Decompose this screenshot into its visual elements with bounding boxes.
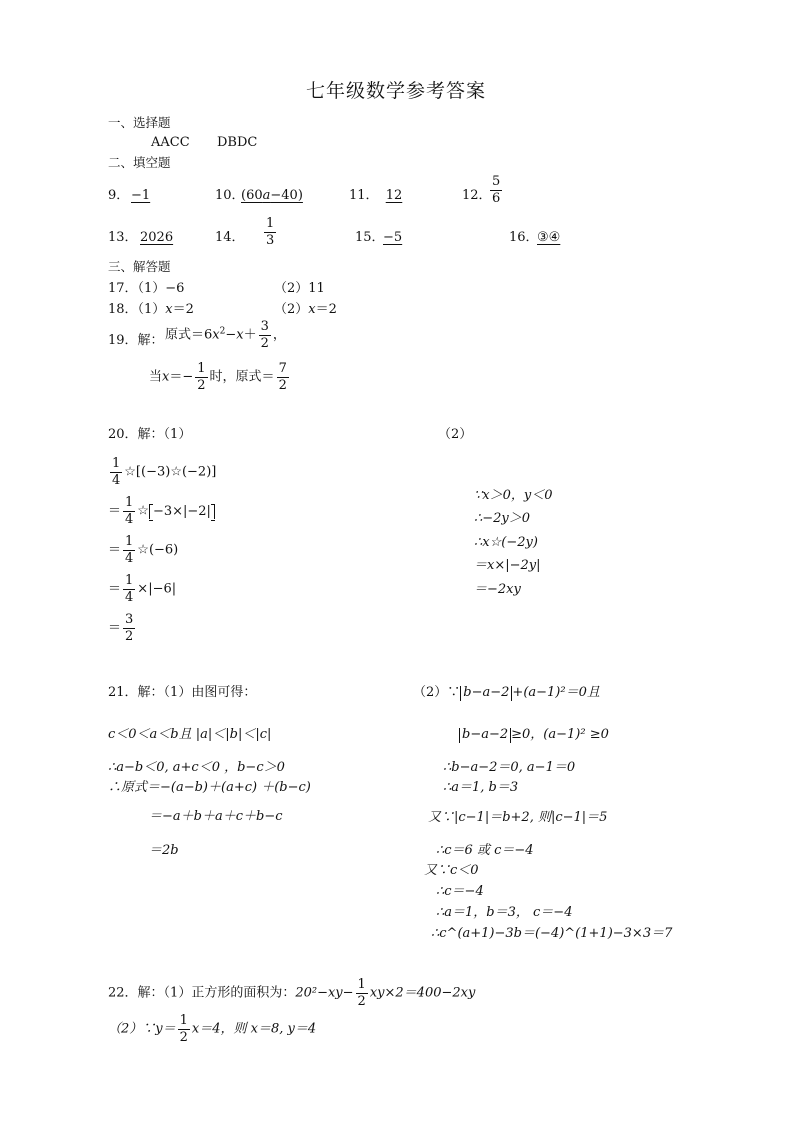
q20-step2: ＝ $\frac{1}{4}$ ☆ −3×|−2|	[108, 496, 215, 526]
q20-step1: $\frac{1}{4}$ ☆[(−3)☆(−2)]	[112, 456, 217, 488]
fraction: $\frac{1}{4}$	[125, 573, 134, 605]
q21-right-3: ∴a＝1, b＝3	[443, 780, 519, 795]
q18-number: 18．	[108, 302, 138, 317]
q12-number: 12．	[462, 188, 492, 203]
q21-right-8: ∴a＝1，b＝3， c＝−4	[436, 905, 573, 920]
q15-answer: −5	[383, 230, 403, 245]
q21-number: 21．解：（1）由图可得：	[108, 685, 257, 700]
q22-line1: 22．解：（1）正方形的面积为：20²−xy− $\frac{1}{2}$ xy×2＝400−2xy	[108, 977, 476, 1009]
q21-right-9: ∴c^(a+1)−3b＝(−4)^(1+1)−3×3＝7	[431, 926, 673, 941]
q14-number: 14．	[215, 230, 245, 245]
fraction: $\frac{5}{6}$	[492, 174, 501, 206]
q20-part2-label: （2）	[438, 427, 473, 442]
q21-left-3: ∴原式＝−(a−b)＋(a+c) ＋(b−c)	[108, 780, 311, 795]
q20-step3: ＝ $\frac{1}{4}$ ☆(−6)	[108, 534, 179, 566]
fraction: $\frac{1}{2}$	[357, 977, 366, 1009]
q14-answer	[262, 217, 278, 247]
fraction: $\frac{1}{2}$	[179, 1013, 188, 1045]
q17-part1: （1）−6	[131, 281, 185, 296]
fraction: $\frac{1}{3}$	[266, 216, 275, 248]
q20-right-2: ∴−2y＞0	[474, 511, 531, 526]
q21-left-4: ＝−a＋b＋a＋c＋b−c	[149, 809, 283, 824]
q20-step5: ＝ $\frac{3}{2}$	[108, 612, 134, 644]
q20-number: 20．解：（1）	[108, 427, 192, 442]
q20-right-5: ＝−2xy	[474, 582, 521, 597]
q16-number: 16．	[509, 230, 539, 245]
choice-answers-1: AACC	[151, 135, 190, 150]
q20-step4: ＝ $\frac{1}{4}$ ×|−6|	[108, 573, 177, 605]
section-heading-choice: 一、选择题	[108, 115, 171, 130]
q21-right-1: b−a−2 ≥0，(a−1)² ≥0	[459, 728, 609, 743]
fraction: $\frac{1}{4}$	[112, 456, 121, 488]
q21-right-5: ∴c＝6 或 c＝−4	[436, 843, 534, 858]
q19-number: 19．解：	[108, 333, 164, 348]
fraction: $\frac{7}{2}$	[278, 361, 287, 393]
q17-part2: （2）11	[274, 281, 325, 296]
q12-answer	[488, 175, 504, 205]
q9-number: 9．	[108, 188, 130, 203]
fraction: $\frac{3}{2}$	[260, 319, 269, 351]
q17-number: 17．	[108, 281, 138, 296]
fraction: $\frac{1}{4}$	[125, 534, 134, 566]
q18-part1: （1）x＝2	[131, 302, 194, 317]
choice-answers-2: DBDC	[217, 135, 258, 150]
section-heading-solve: 三、解答题	[108, 259, 171, 274]
q19-line2: 当x＝− $\frac{1}{2}$ 时，原式＝ $\frac{7}{2}$	[149, 361, 287, 393]
fraction: $\frac{1}{4}$	[125, 495, 134, 527]
q21-left-1: c＜0＜a＜b且 |a|＜|b|＜|c|	[108, 727, 272, 742]
q10-answer: (60a−40)	[241, 188, 303, 203]
q21-right-4: 又∵|c−1|＝b+2, 则|c−1|＝5	[428, 810, 608, 825]
q20-right-3: ∴x☆(−2y)	[474, 535, 538, 550]
q13-number: 13．	[108, 230, 138, 245]
q21-right-6: 又∵c＜0	[424, 863, 479, 878]
q21-right-7: ∴c＝−4	[436, 884, 484, 899]
q21-part2-head: （2）∵ b−a−2 +(a−1)²＝0且	[413, 685, 600, 700]
q20-right-1: ∵x＞0，y＜0	[474, 488, 553, 503]
q11-number: 11．	[349, 188, 379, 203]
section-heading-fill: 二、填空题	[108, 155, 171, 170]
q10-number: 10．	[215, 188, 245, 203]
q21-right-2: ∴b−a−2＝0, a−1＝0	[443, 760, 576, 775]
q11-answer: 12	[385, 188, 403, 203]
q9-answer: −1	[131, 188, 151, 203]
q21-left-5: ＝2b	[149, 843, 179, 858]
page-title: 七年级数学参考答案	[306, 80, 487, 102]
q16-answer: ③④	[537, 230, 561, 245]
q13-answer: 2026	[140, 230, 174, 245]
q21-left-2: ∴a−b＜0, a+c＜0 ，b−c＞0	[108, 760, 285, 775]
fraction: $\frac{3}{2}$	[125, 612, 134, 644]
fraction: $\frac{1}{2}$	[197, 361, 206, 393]
q18-part2: （2）x＝2	[274, 302, 337, 317]
q15-number: 15．	[355, 230, 385, 245]
q20-right-4: ＝x×|−2y|	[474, 558, 541, 573]
q19-line1: 原式$=6x^2-x+$ $\frac{3}{2}$ ，	[165, 319, 286, 351]
q22-line2: （2）∵y＝ $\frac{1}{2}$ x＝4，则 x＝8, y＝4	[108, 1013, 317, 1045]
